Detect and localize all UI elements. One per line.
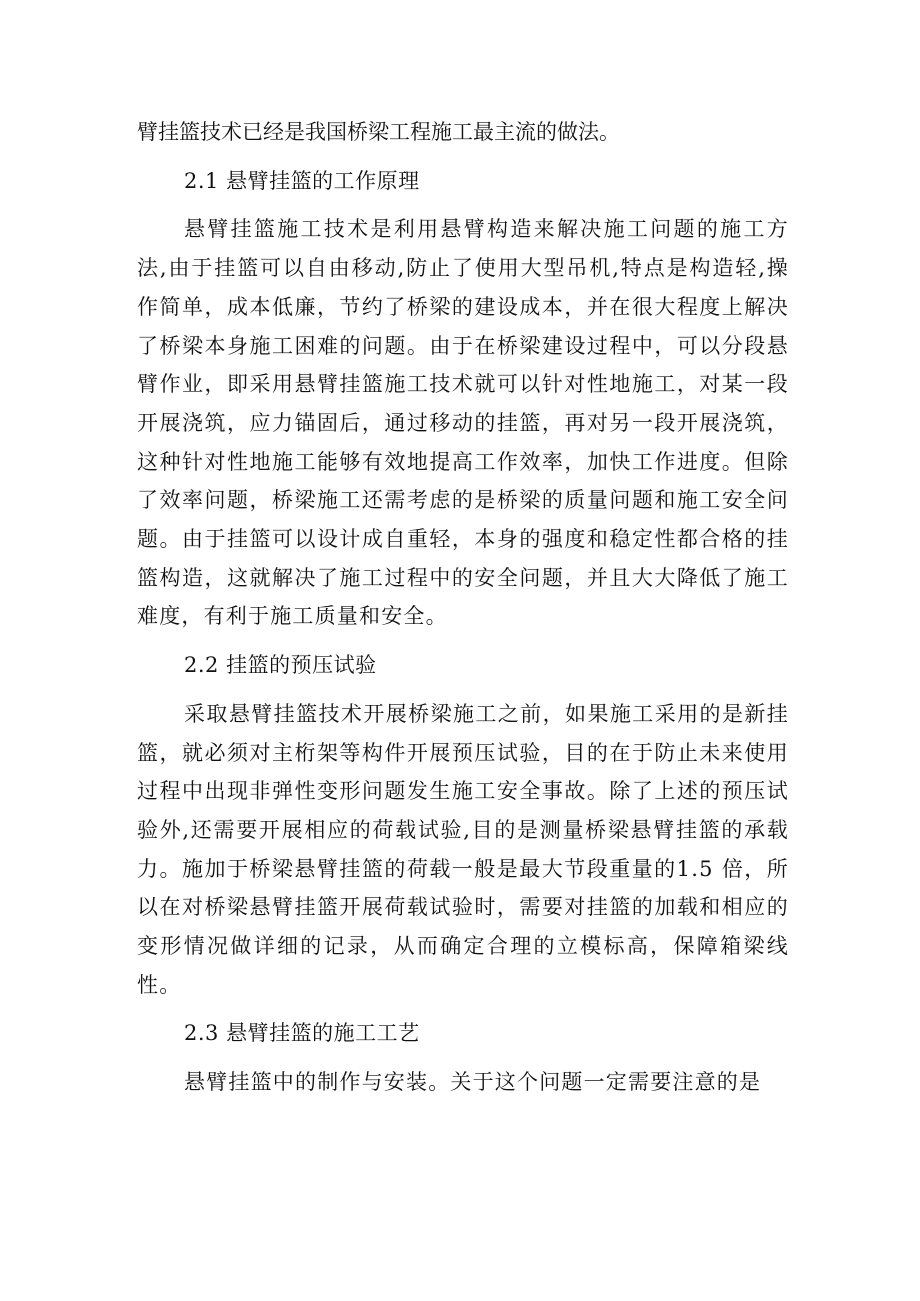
section-body-2-3: 悬臂挂篮中的制作与安装。关于这个问题一定需要注意的是 [184,1070,762,1095]
section-heading-2-3: 2.3 悬臂挂篮的施工工艺 [184,1021,420,1046]
document-body [137,113,789,1102]
section-body-2-2: 采取悬臂挂篮技术开展桥梁施工之前，如果施工采用的是新挂篮，就必须对主桁架等构件开展预压试验，目的在于防止未来使用过程中出现非弹性变形问题发生施工安全事故。除了上述的预压试验外,还需要开展相应的荷载试验,目的是测量桥梁悬臂挂篮的承载力。施加于桥梁悬臂挂篮的荷载一般是最大节段重量的1.5 倍，所以在对桥梁悬臂挂篮开展荷载试验时，需要对挂篮的加载和相应的变形情况做详细的记录，从而确定合理的立模标高，保障箱梁线性。 [137,701,789,997]
section-heading-2-2: 2.2 挂篮的预压试验 [184,653,377,678]
section-body-2-1: 悬臂挂篮施工技术是利用悬臂构造来解决施工问题的施工方法,由于挂篮可以自由移动,防止了使用大型吊机,特点是构造轻,操作简单，成本低廉，节约了桥梁的建设成本，并在很大程度上解决了桥梁本身施工困难的问题。由于在桥梁建设过程中，可以分段悬臂作业，即采用悬臂挂篮施工技术就可以针对性地施工，对某一段开展浇筑，应力锚固后，通过移动的挂篮，再对另一段开展浇筑，这种针对性地施工能够有效地提高工作效率，加快工作进度。但除了效率问题，桥梁施工还需考虑的是桥梁的质量问题和施工安全问题。由于挂篮可以设计成自重轻，本身的强度和稳定性都合格的挂篮构造，这就解决了施工过程中的安全问题，并且大大降低了施工难度，有利于施工质量和安全。 [137,217,789,629]
lead-paragraph: 臂挂篮技术已经是我国桥梁工程施工最主流的做法。 [137,120,620,144]
section-heading-2-1: 2.1 悬臂挂篮的工作原理 [184,168,420,193]
